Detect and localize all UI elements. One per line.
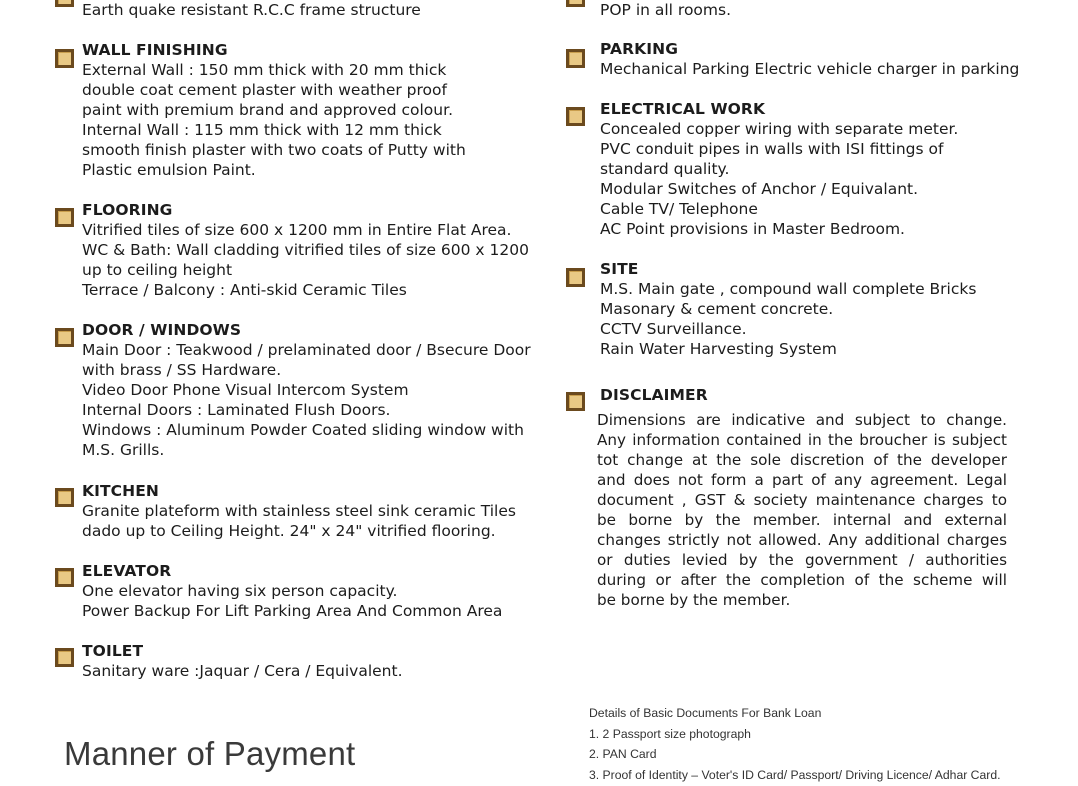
section-body (600, 279, 976, 359)
section-body (82, 501, 516, 541)
spec-line: Internal Wall : 115 mm thick with 12 mm thick (82, 121, 442, 139)
section-bullet-icon (55, 0, 74, 7)
section-body (82, 340, 531, 460)
section-body (82, 661, 403, 681)
section-heading: KITCHEN (82, 482, 159, 500)
section-bullet-icon (55, 488, 74, 507)
disclaimer-line: tot change at the sole discretion of the developer (597, 451, 1007, 469)
spec-line: AC Point provisions in Master Bedroom. (600, 220, 905, 238)
section-heading: FLOORING (82, 201, 173, 219)
section-heading: WALL FINISHING (82, 41, 228, 59)
spec-line: One elevator having six person capacity. (82, 582, 398, 600)
section-heading: SITE (600, 260, 639, 278)
spec-line: Internal Doors : Laminated Flush Doors. (82, 401, 391, 419)
pop-line: POP in all rooms. (600, 1, 732, 19)
structure-line: Earth quake resistant R.C.C frame structure (82, 1, 421, 19)
spec-line: Masonary & cement concrete. (600, 300, 834, 318)
section-heading: DOOR / WINDOWS (82, 321, 242, 339)
spec-line: Mechanical Parking Electric vehicle charger in parking (600, 60, 1020, 78)
section-bullet-icon (55, 49, 74, 68)
spec-line: M.S. Main gate , compound wall complete Bricks (600, 280, 977, 298)
disclaimer-line: and does not form a part of any agreement. Legal (597, 471, 1007, 489)
section-body (82, 220, 529, 300)
section-bullet-icon (55, 328, 74, 347)
spec-line: Power Backup For Lift Parking Area And Common Area (82, 602, 503, 620)
disclaimer-body (597, 410, 1007, 610)
section-bullet-icon (566, 392, 585, 411)
spec-line: dado up to Ceiling Height. 24" x 24" vitrified flooring. (82, 522, 496, 540)
spec-line: paint with premium brand and approved colour. (82, 101, 453, 119)
spec-line: double coat cement plaster with weather proof (82, 81, 447, 99)
spec-line: standard quality. (600, 160, 730, 178)
section-bullet-icon (566, 268, 585, 287)
section-heading: ELEVATOR (82, 562, 172, 580)
section-bullet-icon (566, 107, 585, 126)
spec-line: CCTV Surveillance. (600, 320, 747, 338)
spec-line: External Wall : 150 mm thick with 20 mm thick (82, 61, 447, 79)
section-heading: TOILET (82, 642, 144, 660)
payment-title: Manner of Payment (64, 735, 356, 772)
bank-docs-item: 1. 2 Passport size photograph (589, 726, 751, 741)
disclaimer-line: be borne by the member. internal and external (597, 511, 1007, 529)
section-bullet-icon (566, 49, 585, 68)
disclaimer-line: changes strictly not allowed. Any additional charges (597, 531, 1007, 549)
section-body (82, 60, 466, 180)
disclaimer-line: be borne by the member. (597, 591, 791, 609)
spec-line: Main Door : Teakwood / prelaminated door / Bsecure Door (82, 341, 531, 359)
spec-line: Windows : Aluminum Powder Coated sliding window with (82, 421, 524, 439)
bank-docs-list (589, 703, 1000, 786)
section-bullet-icon (55, 648, 74, 667)
spec-line: Concealed copper wiring with separate meter. (600, 120, 959, 138)
spec-line: Cable TV/ Telephone (600, 200, 758, 218)
spec-line: Video Door Phone Visual Intercom System (82, 381, 409, 399)
section-body (600, 119, 958, 239)
spec-line: Terrace / Balcony : Anti-skid Ceramic Tiles (82, 281, 407, 299)
disclaimer-heading: DISCLAIMER (600, 386, 708, 404)
disclaimer-line: during or after the completion of the scheme will (597, 571, 1007, 589)
spec-line: PVC conduit pipes in walls with ISI fittings of (600, 140, 944, 158)
spec-line: Plastic emulsion Paint. (82, 161, 256, 179)
section-heading: ELECTRICAL WORK (600, 100, 766, 118)
spec-line: Rain Water Harvesting System (600, 340, 837, 358)
spec-line: with brass / SS Hardware. (82, 361, 282, 379)
section-bullet-icon (566, 0, 585, 7)
section-bullet-icon (55, 568, 74, 587)
spec-line: Granite plateform with stainless steel sink ceramic Tiles (82, 502, 516, 520)
spec-line: Modular Switches of Anchor / Equivalant. (600, 180, 919, 198)
section-body (82, 581, 502, 621)
bank-docs-item: 3. Proof of Identity – Voter's ID Card/ Passport/ Driving Licence/ Adhar Card. (589, 768, 1001, 783)
spec-line: M.S. Grills. (82, 441, 165, 459)
disclaimer-line: or duties levied by the government / authorities (597, 551, 1007, 569)
section-heading: PARKING (600, 40, 679, 58)
spec-line: up to ceiling height (82, 261, 233, 279)
spec-line: Vitrified tiles of size 600 x 1200 mm in Entire Flat Area. (82, 221, 512, 239)
section-bullet-icon (55, 208, 74, 227)
section-body (600, 59, 1019, 79)
bank-docs-title: Details of Basic Documents For Bank Loan (589, 706, 822, 720)
spec-line: Sanitary ware :Jaquar / Cera / Equivalent. (82, 662, 403, 680)
bank-docs-item: 2. PAN Card (589, 747, 657, 762)
spec-line: smooth finish plaster with two coats of Putty with (82, 141, 466, 159)
disclaimer-line: document , GST & society maintenance charges to (597, 491, 1007, 509)
spec-line: WC & Bath: Wall cladding vitrified tiles of size 600 x 1200 (82, 241, 529, 259)
disclaimer-line: Any information contained in the broucher is subject (597, 431, 1007, 449)
disclaimer-line: Dimensions are indicative and subject to change. (597, 411, 1007, 429)
